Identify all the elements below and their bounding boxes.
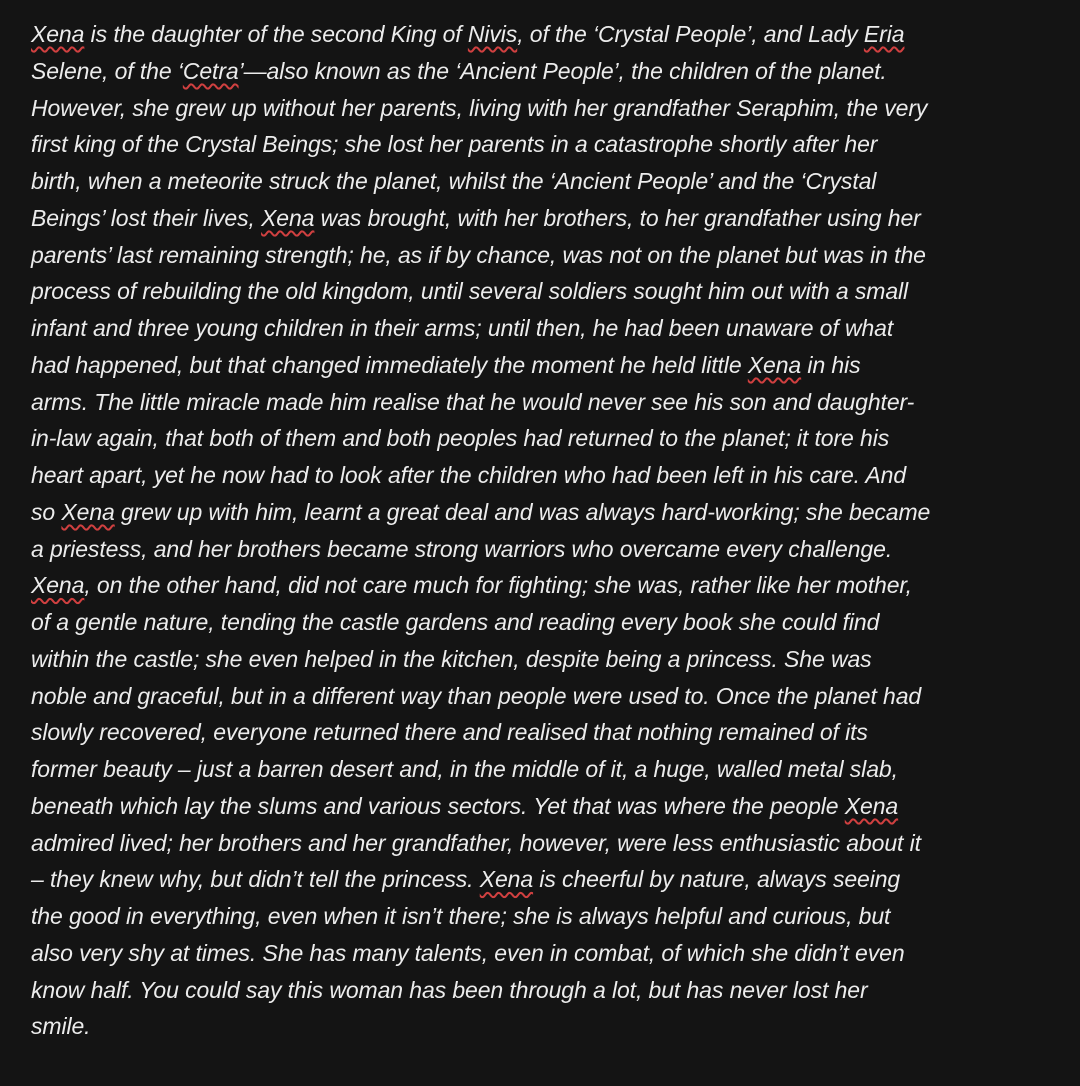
text-line (31, 16, 1060, 53)
text-run: ’—also known as the ‘Ancient People’, the children of the planet. (238, 57, 887, 84)
text-line (31, 898, 1060, 935)
misspelled-word[interactable]: Cetra (182, 57, 239, 84)
misspelled-word[interactable]: Xena (31, 21, 85, 47)
text-run: Beings’ lost their lives, (31, 204, 262, 231)
text-run: , of the ‘Crystal People’, and Lady (517, 21, 864, 47)
text-run: in his (801, 351, 861, 378)
text-line (31, 200, 1060, 237)
misspelled-word[interactable]: Xena (747, 351, 802, 378)
text-line (31, 310, 1060, 347)
text-line (31, 237, 1060, 274)
text-run: process of rebuilding the old kingdom, until several soldiers sought him out with a small (31, 278, 909, 305)
text-run: was brought, with her brothers, to her grandfather using her (314, 204, 921, 231)
text-line (31, 90, 1060, 127)
text-line (31, 494, 1060, 531)
misspelled-word[interactable]: Xena (31, 572, 85, 599)
text-line (31, 714, 1060, 751)
text-run: a priestess, and her brothers became strong warriors who overcame every challenge. (31, 535, 893, 562)
text-run: slowly recovered, everyone returned there and realised that nothing remained of its (31, 719, 868, 746)
misspelled-word[interactable]: Xena (61, 498, 115, 525)
text-run: is the daughter of the second King of (84, 21, 468, 47)
text-run: , on the other hand, did not care much for fighting; she was, rather like her mother, (84, 572, 912, 599)
text-line (31, 53, 1060, 90)
text-line (31, 972, 1060, 1009)
text-run: – they knew why, but didn’t tell the princess. (31, 866, 480, 893)
text-run: heart apart, yet he now had to look after the children who had been left in his care. And (31, 462, 907, 488)
text-run: beneath which lay the slums and various sectors. Yet that was where the people (31, 792, 845, 819)
text-run: so (31, 498, 62, 525)
misspelled-word[interactable]: Eria (863, 21, 905, 47)
misspelled-word[interactable]: Xena (261, 204, 315, 231)
text-line (31, 751, 1060, 788)
text-run: smile. (31, 1013, 91, 1040)
text-line (31, 384, 1060, 421)
text-run: Selene, of the ‘ (31, 57, 183, 84)
misspelled-word[interactable]: Xena (844, 792, 899, 819)
text-line (31, 347, 1060, 384)
text-line (31, 678, 1060, 715)
text-run: the good in everything, even when it isn’t there; she is always helpful and curious, but (31, 903, 891, 929)
text-run: birth, when a meteorite struck the planet, whilst the ‘Ancient People’ and the ‘Crystal (31, 168, 877, 194)
text-run: infant and three young children in their arms; until then, he had been unaware of what (31, 315, 894, 341)
text-line (31, 935, 1060, 972)
text-line (31, 788, 1060, 825)
text-run: within the castle; she even helped in the kitchen, despite being a princess. She was (31, 645, 872, 672)
text-line (31, 420, 1060, 457)
text-run: of a gentle nature, tending the castle gardens and reading every book she could find (31, 609, 880, 635)
text-run: grew up with him, learnt a great deal and was always hard-working; she became (114, 498, 931, 525)
text-line (31, 567, 1060, 604)
text-run: know half. You could say this woman has been through a lot, but has never lost her (31, 976, 868, 1003)
text-run: noble and graceful, but in a different way than people were used to. Once the planet had (31, 682, 922, 709)
text-run: However, she grew up without her parents, living with her grandfather Seraphim, the very (31, 94, 928, 121)
text-line (31, 457, 1060, 494)
document-text-body[interactable] (31, 16, 1060, 1045)
text-run: parents’ last remaining strength; he, as if by chance, was not on the planet but was in the (31, 241, 926, 268)
text-line (31, 531, 1060, 568)
text-line (31, 861, 1060, 898)
text-line (31, 273, 1060, 310)
text-run: in-law again, that both of them and both peoples had returned to the planet; it tore his (31, 425, 890, 452)
text-run: had happened, but that changed immediately the moment he held little (31, 351, 748, 378)
misspelled-word[interactable]: Nivis (467, 21, 518, 47)
text-run: admired lived; her brothers and her grandfather, however, were less enthusiastic about it (31, 829, 921, 856)
text-line (31, 604, 1060, 641)
text-run: former beauty – just a barren desert and, in the middle of it, a huge, walled metal slab, (31, 756, 898, 782)
text-run: is cheerful by nature, always seeing (533, 866, 901, 893)
misspelled-word[interactable]: Xena (479, 866, 534, 893)
text-line (31, 1008, 1060, 1045)
text-run: arms. The little miracle made him realise that he would never see his son and daughter- (31, 388, 915, 415)
text-run: first king of the Crystal Beings; she lost her parents in a catastrophe shortly after her (31, 131, 878, 158)
text-run: also very shy at times. She has many talents, even in combat, of which she didn’t even (31, 939, 905, 966)
text-line (31, 825, 1060, 862)
text-line (31, 163, 1060, 200)
text-line (31, 126, 1060, 163)
text-line (31, 641, 1060, 678)
